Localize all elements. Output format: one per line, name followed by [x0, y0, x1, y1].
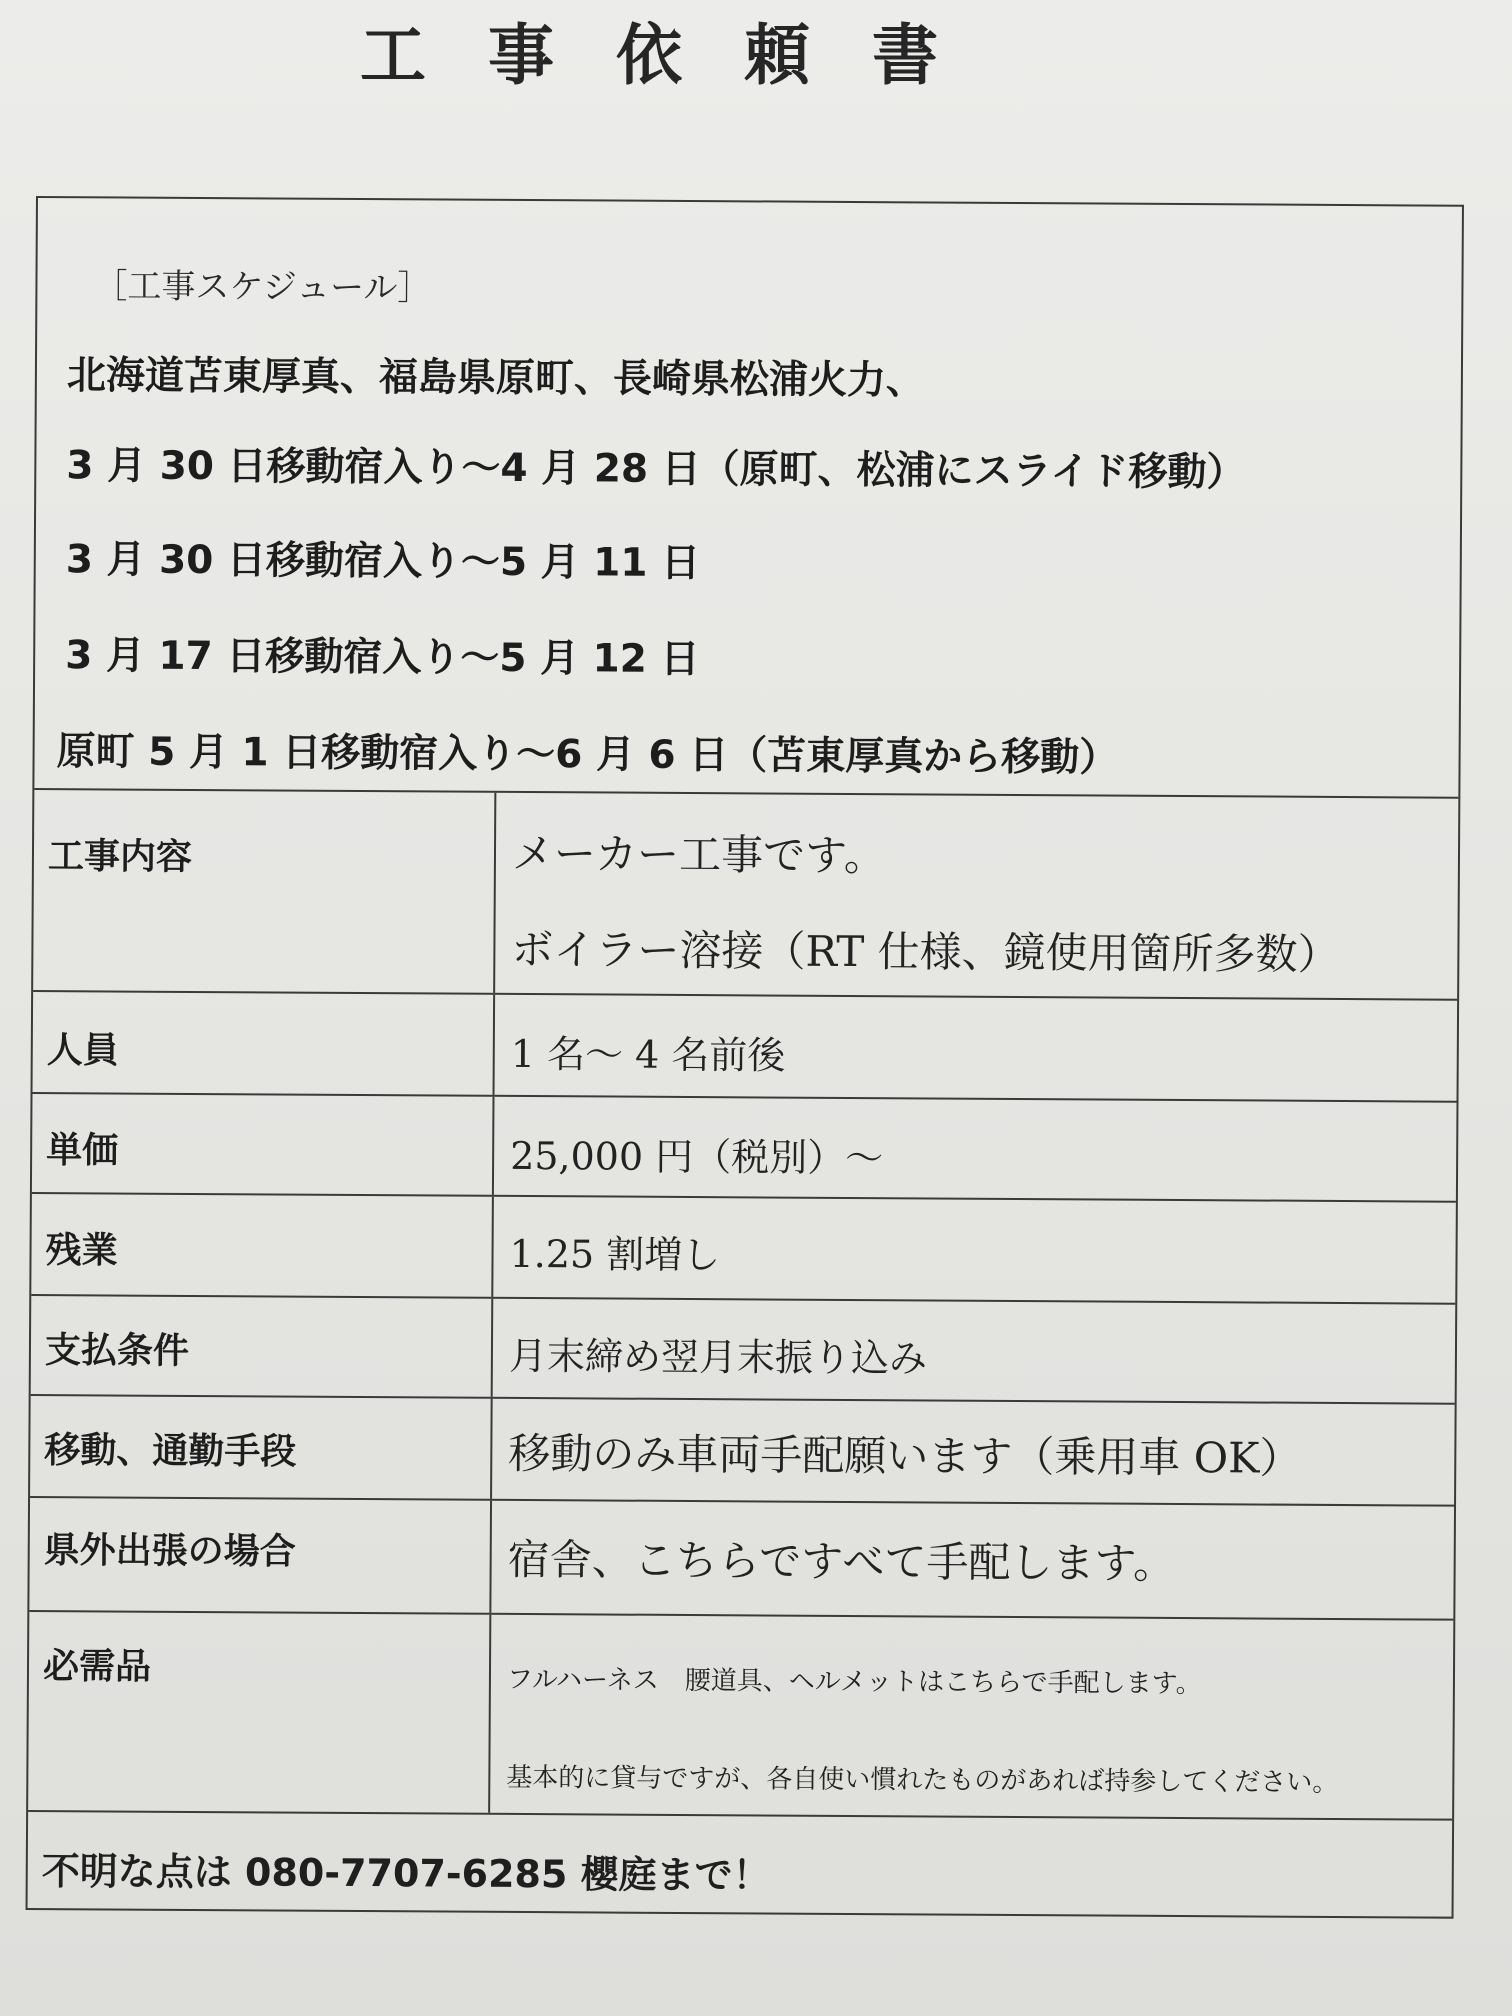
row-value: 宿舎、こちらですべて手配します。	[507, 1534, 1176, 1588]
row-value-cell	[491, 1197, 1456, 1303]
row-value-cell	[493, 793, 1458, 999]
table-row-overtime	[31, 1194, 1456, 1305]
row-value-cell	[489, 1501, 1454, 1619]
table-row-transport	[30, 1396, 1455, 1507]
row-label: 人員	[46, 1030, 119, 1072]
schedule-line-locations: 北海道苫東厚真、福島県原町、長崎県松浦火力、	[66, 353, 926, 404]
table-row-necessities	[28, 1612, 1453, 1821]
row-value: フルハーネス 腰道具、ヘルメットはこちらで手配します。	[506, 1664, 1202, 1700]
document-title: 工事依頼書	[360, 16, 1000, 94]
schedule-line: 3 月 30 日移動宿入り～4 月 28 日（原町、松浦にスライド移動）	[66, 443, 1246, 496]
row-label: 県外出張の場合	[43, 1530, 296, 1573]
row-label: 支払条件	[44, 1330, 190, 1372]
row-value: メーカー工事です。	[511, 828, 886, 881]
row-value: 1.25 割増し	[509, 1231, 721, 1278]
row-value: 基本的に貸与ですが、各自使い慣れたものがあれば持参してください。	[506, 1762, 1339, 1798]
row-value-cell	[490, 1399, 1455, 1505]
row-label: 工事内容	[47, 836, 193, 878]
row-value: 移動のみ車両手配願います（乗用車 OK）	[508, 1428, 1302, 1483]
schedule-line: 原町 5 月 1 日移動宿入り～6 月 6 日（苫東厚真から移動）	[56, 729, 1119, 781]
schedule-heading: ［工事スケジュール］	[93, 266, 432, 309]
table-row-payment-terms	[31, 1296, 1456, 1405]
table-row-unit-price	[32, 1094, 1457, 1203]
table-row-business-trip	[29, 1498, 1454, 1621]
table-row-work-content	[33, 790, 1458, 1001]
row-value: 25,000 円（税別）～	[510, 1133, 884, 1181]
table-row-personnel	[33, 992, 1458, 1103]
schedule-line: 3 月 17 日移動宿入り～5 月 12 日	[65, 633, 700, 683]
request-table	[26, 196, 1464, 1919]
schedule-line: 3 月 30 日移動宿入り～5 月 11 日	[65, 537, 701, 587]
row-value: ボイラー溶接（RT 仕様、鏡使用箇所多数）	[511, 924, 1340, 979]
row-value: 月末締め翌月末振り込み	[508, 1333, 928, 1381]
row-value-cell	[493, 995, 1458, 1101]
contact-note: 不明な点は 080-7707-6285 櫻庭まで！	[41, 1849, 771, 1898]
row-value: 1 名～ 4 名前後	[510, 1031, 786, 1078]
row-value-cell	[488, 1615, 1453, 1819]
schedule-section	[34, 198, 1462, 799]
row-value-cell	[492, 1097, 1457, 1201]
row-label: 必需品	[42, 1646, 152, 1688]
row-label: 単価	[46, 1130, 119, 1172]
row-label: 移動、通勤手段	[44, 1430, 297, 1473]
row-value-cell	[491, 1299, 1456, 1403]
row-label: 残業	[45, 1230, 118, 1272]
